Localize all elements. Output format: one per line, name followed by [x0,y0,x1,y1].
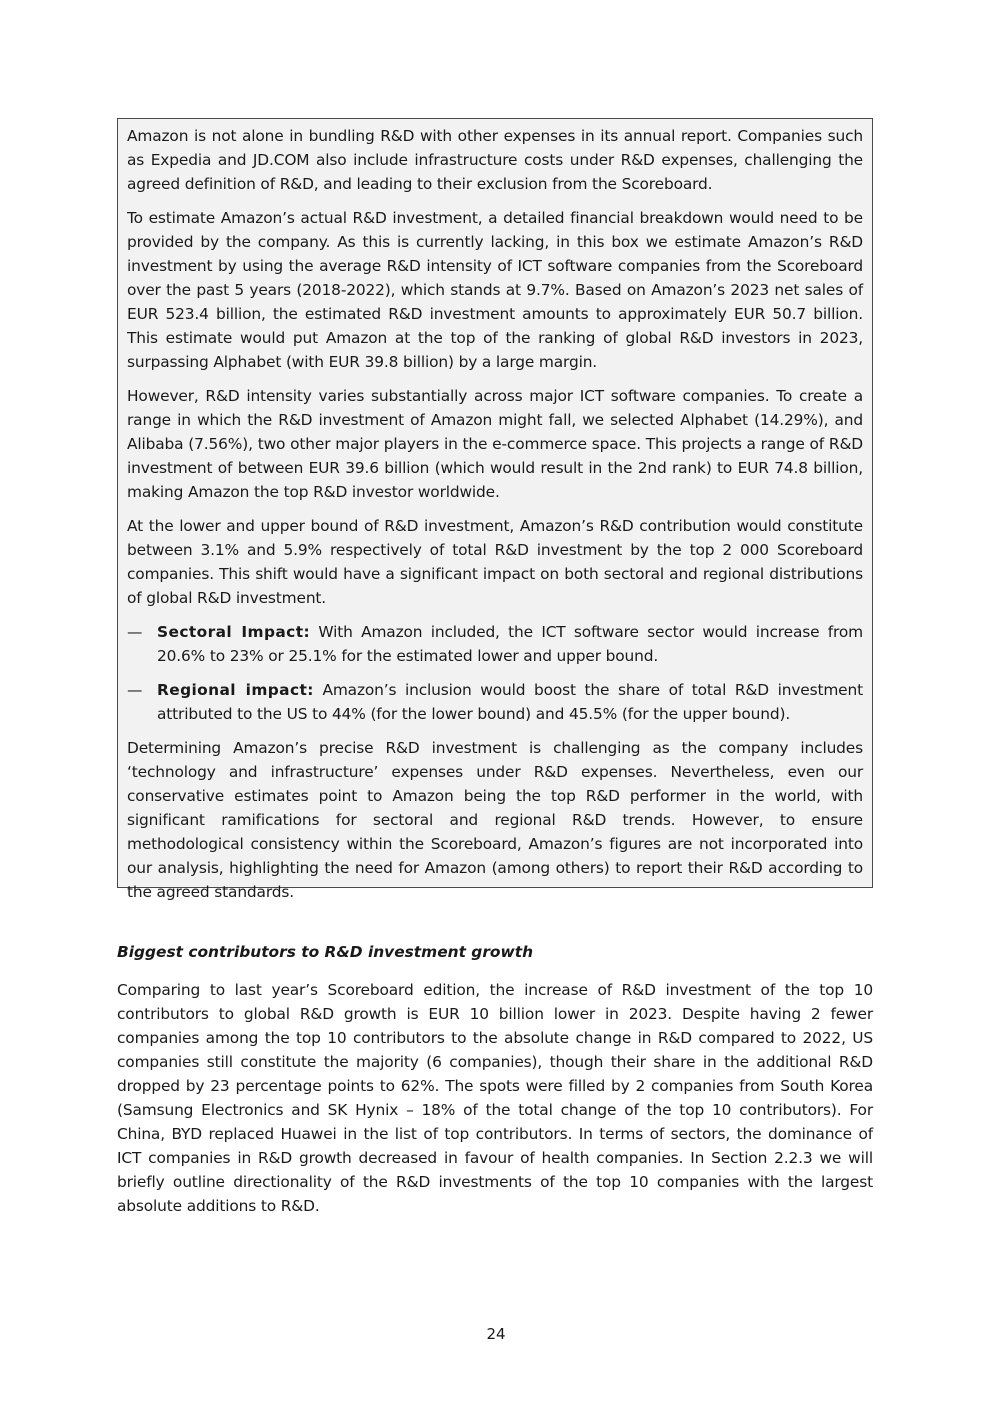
bullet-body: Amazon’s inclusion would boost the share of total R&D investment attributed to the US to 44% (for the lower bound) and 45.5% (for the upper bound). [157,681,863,723]
bullet-text [157,620,863,668]
box-paragraph: At the lower and upper bound of R&D investment, Amazon’s R&D contribution would constitute between 3.1% and 5.9% respectively of total R&D investment by the top 2 000 Scoreboard companies. This shift would have a significant impact on both sectoral and regional distributions of global R&D investment. [127,517,863,607]
bullet-text [157,678,863,726]
section-heading: Biggest contributors to R&D investment growth [117,943,534,961]
box-paragraph: To estimate Amazon’s actual R&D investment, a detailed financial breakdown would need to be provided by the company. As this is currently lacking, in this box we estimate Amazon’s R&D investment by using the average R&D intensity of ICT software companies from the Scoreboard over the past 5 years (2018-2022), which stands at 9.7%. Based on Amazon’s 2023 net sales of EUR 523.4 billion, the estimated R&D investment amounts to approximately EUR 50.7 billion. This estimate would put Amazon at the top of the ranking of global R&D investors in 2023, surpassing Alphabet (with EUR 39.8 billion) by a large margin. [127,209,863,371]
growth-contributors-section [117,940,873,1218]
page-number: 24 [486,1325,506,1343]
bullet-body: With Amazon included, the ICT software sector would increase from 20.6% to 23% or 25.1% for the estimated lower and upper bound. [157,623,863,665]
section-body: Comparing to last year’s Scoreboard edition, the increase of R&D investment of the top 10 contributors to global R&D growth is EUR 10 billion lower in 2023. Despite having 2 fewer companies among the top 10 contributors to the absolute change in R&D compared to 2022, US companies still constitute the majority (6 companies), though their share in the additional R&D dropped by 23 percentage points to 62%. The spots were filled by 2 companies from South Korea (Samsung Electronics and SK Hynix – 18% of the total change of the top 10 contributors). For China, BYD replaced Huawei in the list of top contributors. In terms of sectors, the dominance of ICT companies in R&D growth decreased in favour of health companies. In Section 2.2.3 we will briefly outline directionality of the R&D investments of the top 10 companies with the largest absolute additions to R&D. [117,981,873,1215]
bullet-regional-impact [127,678,863,726]
bullet-dash: — [127,623,143,641]
bullet-title: Sectoral Impact: [157,623,311,641]
bullet-dash: — [127,681,143,699]
bullet-sectoral-impact [127,620,863,668]
bullet-title: Regional impact: [157,681,314,699]
box-paragraph: Amazon is not alone in bundling R&D with other expenses in its annual report. Companies such as Expedia and JD.COM also include infrastructure costs under R&D expenses, challenging the agreed definition of R&D, and leading to their exclusion from the Scoreboard. [127,127,863,193]
amazon-info-box [117,118,873,901]
box-paragraph: However, R&D intensity varies substantially across major ICT software companies. To create a range in which the R&D investment of Amazon might fall, we selected Alphabet (14.29%), and Alibaba (7.56%), two other major players in the e-commerce space. This projects a range of R&D investment of between EUR 39.6 billion (which would result in the 2nd rank) to EUR 74.8 billion, making Amazon the top R&D investor worldwide. [127,387,863,501]
box-closing-paragraph: Determining Amazon’s precise R&D investment is challenging as the company includes ‘technology and infrastructure’ expenses under R&D expenses. Nevertheless, even our conservative estimates point to Amazon being the top R&D performer in the world, with significant ramifications for sectoral and regional R&D trends. However, to ensure methodological consistency within the Scoreboard, Amazon’s figures are not incorporated into our analysis, highlighting the need for Amazon (among others) to report their R&D according to the agreed standards. [127,739,863,901]
